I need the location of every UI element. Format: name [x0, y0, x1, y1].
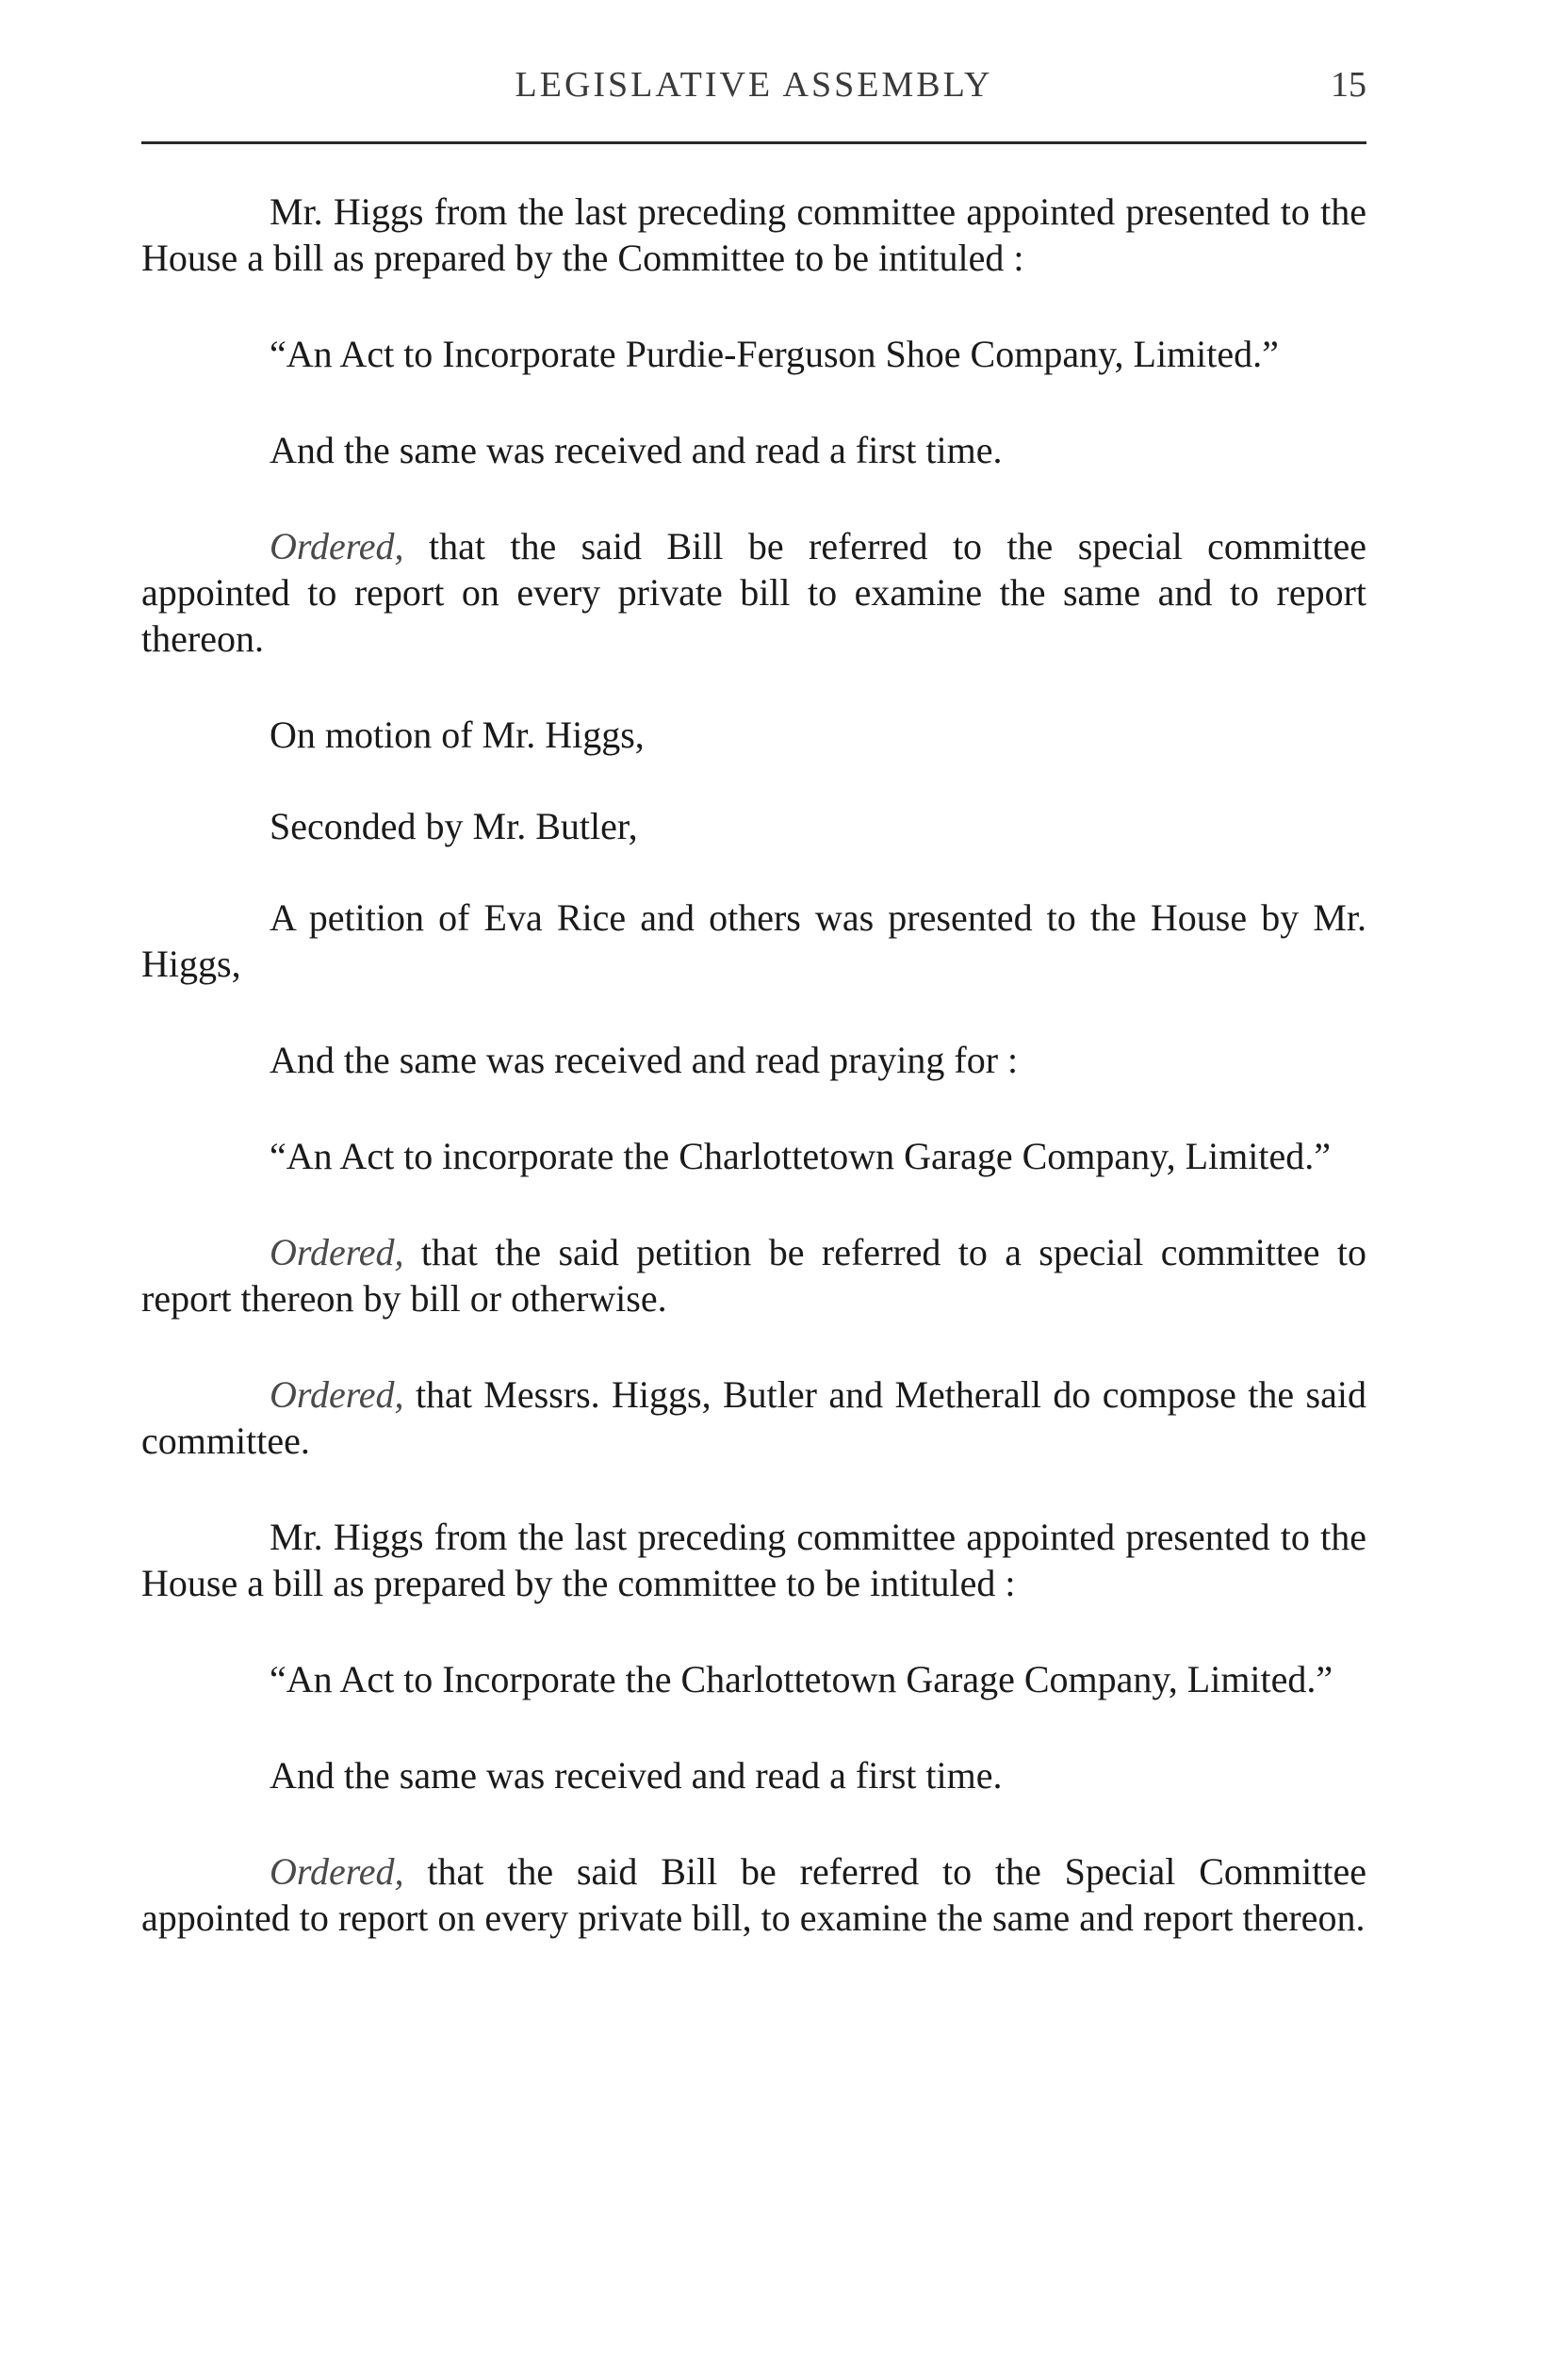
paragraph-text: “An Act to incorporate the Charlottetown Garage Company, Limited.”	[270, 1135, 1331, 1177]
running-header	[141, 64, 1366, 121]
paragraph-order-bill-referral-garage	[141, 1848, 1366, 1941]
ordered-label: Ordered,	[270, 1850, 404, 1893]
paragraph-motion	[141, 712, 1366, 758]
paragraph-text: Mr. Higgs from the last preceding committee appointed presented to the House a bill as prepared by the committee to be intituled :	[141, 1516, 1366, 1604]
ordered-label: Ordered,	[270, 1231, 404, 1273]
running-title: LEGISLATIVE ASSEMBLY	[515, 65, 993, 105]
ordered-label: Ordered,	[270, 1373, 404, 1416]
paragraph-text: And the same was received and read a first time.	[270, 429, 1003, 471]
paragraph-text: A petition of Eva Rice and others was presented to the House by Mr. Higgs,	[141, 896, 1366, 985]
paragraph-text: “An Act to Incorporate Purdie-Ferguson Shoe Company, Limited.”	[270, 333, 1279, 375]
paragraph-bill-title-garage	[141, 1656, 1366, 1702]
paragraph-petition-praying	[141, 1037, 1366, 1083]
paragraph-text: that Messrs. Higgs, Butler and Metherall do compose the said committee.	[141, 1373, 1366, 1462]
ordered-label: Ordered,	[270, 525, 404, 567]
page-number: 15	[1331, 65, 1366, 105]
header-rule	[141, 141, 1366, 144]
paragraph-order-petition-referral	[141, 1229, 1366, 1321]
paragraph-order-committee-members	[141, 1371, 1366, 1464]
paragraph-text: Seconded by Mr. Butler,	[270, 805, 638, 847]
paragraph-seconded	[141, 803, 1366, 849]
paragraph-order-referral	[141, 523, 1366, 662]
body-text	[141, 189, 1366, 1991]
paragraph-first-reading-garage	[141, 1752, 1366, 1798]
paragraph-text: And the same was received and read a first time.	[270, 1754, 1003, 1797]
paragraph-petition	[141, 895, 1366, 987]
paragraph-text: Mr. Higgs from the last preceding committee appointed presented to the House a bill as prepared by the Committee to be intituled :	[141, 190, 1366, 279]
paragraph-bill-presented-purdie	[141, 189, 1366, 281]
paragraph-text: And the same was received and read praying for :	[270, 1039, 1019, 1081]
paragraph-bill-presented-garage	[141, 1514, 1366, 1606]
paragraph-text: that the said Bill be referred to the Special Committee appointed to report on every private bill, to examine the same and report thereon.	[141, 1850, 1366, 1939]
paragraph-text: On motion of Mr. Higgs,	[270, 714, 645, 756]
paragraph-text: that the said petition be referred to a special committee to report thereon by bill or otherwise.	[141, 1231, 1366, 1320]
paragraph-text: “An Act to Incorporate the Charlottetown Garage Company, Limited.”	[270, 1658, 1333, 1700]
paragraph-first-reading	[141, 427, 1366, 473]
paragraph-act-title-garage	[141, 1133, 1366, 1179]
paragraph-bill-title-purdie	[141, 331, 1366, 377]
paragraph-text: that the said Bill be referred to the special committee appointed to report on every private bill to examine the same and to report thereon.	[141, 525, 1366, 660]
